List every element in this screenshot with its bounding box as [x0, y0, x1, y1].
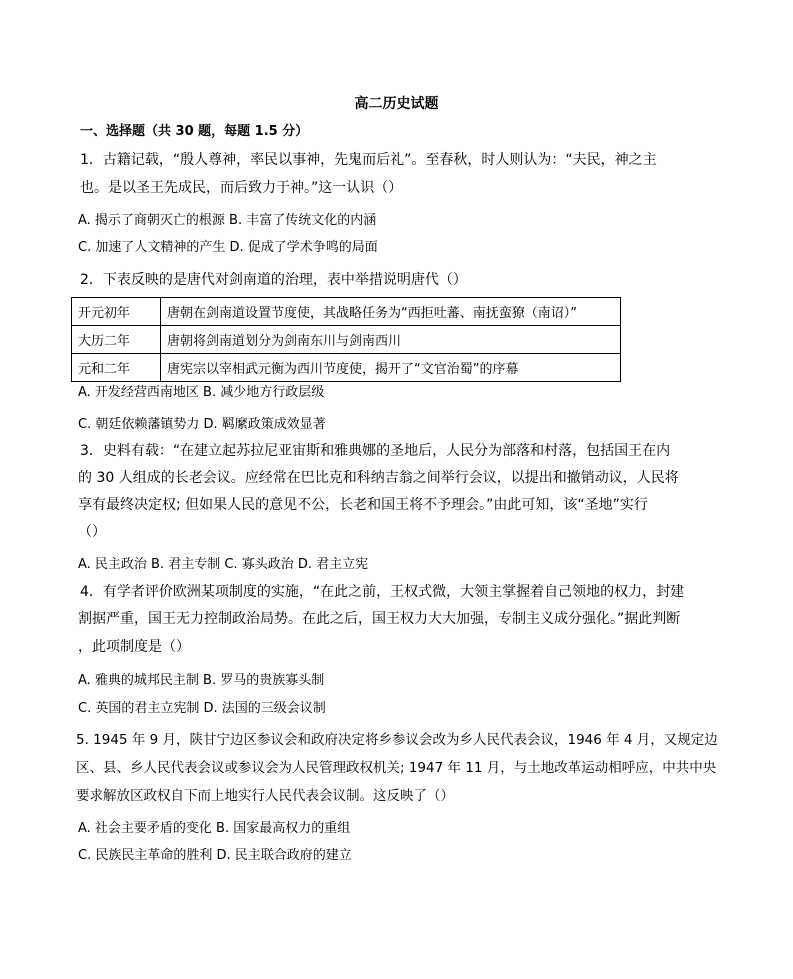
question-text: 要求解放区政权自下而上地实行人民代表会议制。这反映了（）	[76, 788, 454, 804]
answer-options: A. 民主政治 B. 君主专制 C. 寡头政治 D. 君主立宪	[78, 557, 369, 572]
answer-options: A. 社会主要矛盾的变化 B. 国家最高权力的重组	[78, 821, 351, 836]
table-row	[72, 326, 621, 354]
answer-options: C. 民族民主革命的胜利 D. 民主联合政府的建立	[78, 848, 352, 863]
question-text: 的 30 人组成的长老会议。应经常在巴比克和科纳吉翁之间举行会议，以提出和撤销动议，人民将	[78, 470, 679, 486]
page-title: 高二历史试题	[354, 96, 439, 112]
table-cell-event: 唐朝在剑南道设置节度使，其战略任务为“西拒吐蕃、南抚蛮獠（南诏）”	[161, 298, 621, 326]
question-text: 3．史料有载：“在建立起苏拉尼亚宙斯和雅典娜的圣地后，人民分为部落和村落，包括国王在内	[80, 443, 671, 459]
table-cell-time: 开元初年	[72, 298, 161, 326]
answer-options: A. 开发经营西南地区 B. 减少地方行政层级	[78, 385, 325, 400]
question-text: 割据严重，国王无力控制政治局势。在此之后，国王权力大大加强，专制主义成分强化。”据此判断	[78, 611, 681, 627]
question-text: 2．下表反映的是唐代对剑南道的治理，表中举措说明唐代（）	[80, 272, 467, 288]
answer-options: C. 英国的君主立宪制 D. 法国的三级会议制	[78, 701, 326, 716]
table-cell-event: 唐宪宗以宰相武元衡为西川节度使，揭开了“文官治蜀”的序幕	[161, 354, 621, 382]
answer-options: C. 加速了人文精神的产生 D. 促成了学术争鸣的局面	[78, 240, 378, 255]
question-text: ，此项制度是（）	[78, 639, 190, 655]
answer-options: A. 雅典的城邦民主制 B. 罗马的贵族寡头制	[78, 673, 325, 688]
answer-options: A. 揭示了商朝灭亡的根源 B. 丰富了传统文化的内涵	[78, 213, 377, 228]
table-cell-event: 唐朝将剑南道划分为剑南东川与剑南西川	[161, 326, 621, 354]
table-row	[72, 298, 621, 326]
question-text: 1．古籍记载，“殷人尊神，率民以事神，先鬼而后礼”。至春秋，时人则认为：“夫民，神之主	[80, 152, 657, 168]
table-cell-time: 大历二年	[72, 326, 161, 354]
question-text: （）	[78, 524, 106, 540]
table-row	[72, 354, 621, 382]
question-text: 区、县、乡人民代表会议或参议会为人民管理政权机关; 1947 年 11 月，与土地改革运动相呼应，中共中央	[76, 760, 717, 776]
question-text: 5. 1945 年 9 月，陕甘宁边区参议会和政府决定将乡参议会改为乡人民代表会议，1946 年 4 月，又规定边	[76, 732, 718, 748]
table-cell-time: 元和二年	[72, 354, 161, 382]
question-text: 也。是以圣王先成民，而后致力于神。”这一认识（）	[80, 180, 403, 196]
answer-options: C. 朝廷依赖藩镇势力 D. 羁縻政策成效显著	[78, 417, 326, 432]
question-text: 享有最终决定权; 但如果人民的意见不公，长老和国王将不予理会。”由此可知，该“圣地”实行	[78, 497, 648, 513]
tang-jiannan-table	[71, 297, 621, 382]
question-text: 4．有学者评价欧洲某项制度的实施，“在此之前，王权式微，大领主掌握着自己领地的权力，封建	[80, 584, 685, 600]
section-heading: 一、选择题（共 30 题，每题 1.5 分）	[80, 124, 309, 139]
